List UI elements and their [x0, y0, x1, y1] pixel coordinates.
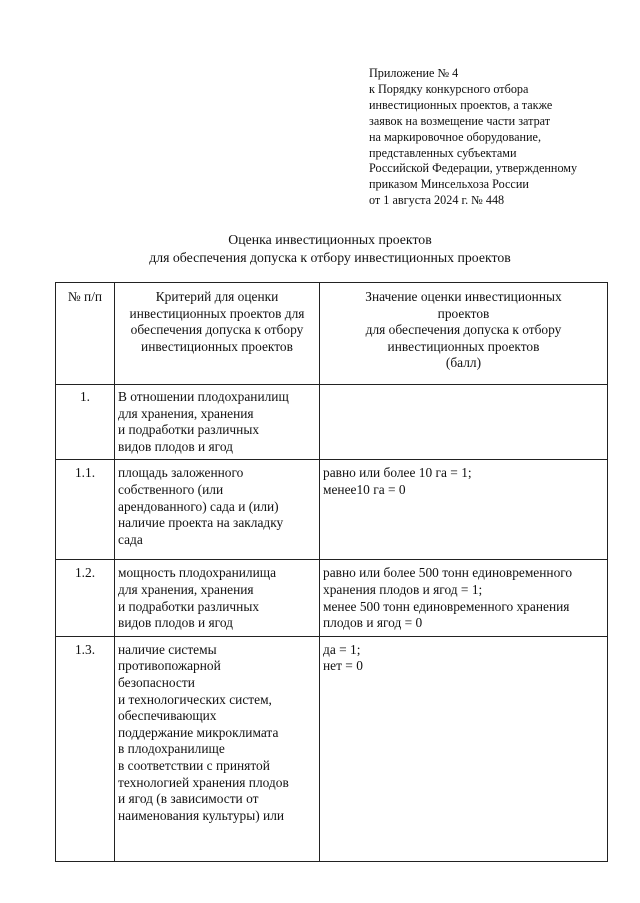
row-criterion: наличие системы противопожарной безопасности и технологических систем, обеспечивающих поддержание микроклимата в плодохранилище в соответствии с принятой технологией хранения плодов и ягод (в зависимости от наименования культуры) или: [115, 636, 320, 861]
table-row: [56, 560, 608, 636]
row-criterion: мощность плодохранилища для хранения, хранения и подработки различных видов плодов и ягод: [115, 560, 320, 636]
header-value: Значение оценки инвестиционных проектов для обеспечения допуска к отбору инвестиционных проектов (балл): [320, 283, 608, 385]
row-num: 1.2.: [56, 560, 115, 636]
row-criterion: площадь заложенного собственного (или арендованного) сада и (или) наличие проекта на закладку сада: [115, 460, 320, 560]
row-value: [320, 385, 608, 460]
table-row: [56, 385, 608, 460]
row-value: равно или более 10 га = 1; менее10 га = 0: [320, 460, 608, 560]
evaluation-table: [55, 282, 608, 862]
document-title: Оценка инвестиционных проектов для обеспечения допуска к отбору инвестиционных проектов: [149, 232, 511, 265]
header-num: № п/п: [56, 283, 115, 385]
appendix-note: Приложение № 4 к Порядку конкурсного отбора инвестиционных проектов, а также заявок на возмещение части затрат на маркировочное оборудование, представленных субъектами Российской Федерации, утвержденному приказом Минсельхоза России от 1 августа 2024 г. № 448: [369, 66, 578, 208]
row-value: равно или более 500 тонн единовременного хранения плодов и ягод = 1; менее 500 тонн единовременного хранения плодов и ягод = 0: [320, 560, 608, 636]
row-num: 1.3.: [56, 636, 115, 861]
table-row: [56, 460, 608, 560]
table-header-row: [56, 283, 608, 385]
row-num: 1.: [56, 385, 115, 460]
row-value: да = 1; нет = 0: [320, 636, 608, 861]
row-num: 1.1.: [56, 460, 115, 560]
header-criterion: Критерий для оценки инвестиционных проектов для обеспечения допуска к отбору инвестиционных проектов: [115, 283, 320, 385]
row-criterion: В отношении плодохранилищ для хранения, хранения и подработки различных видов плодов и ягод: [115, 385, 320, 460]
table-row: [56, 636, 608, 861]
